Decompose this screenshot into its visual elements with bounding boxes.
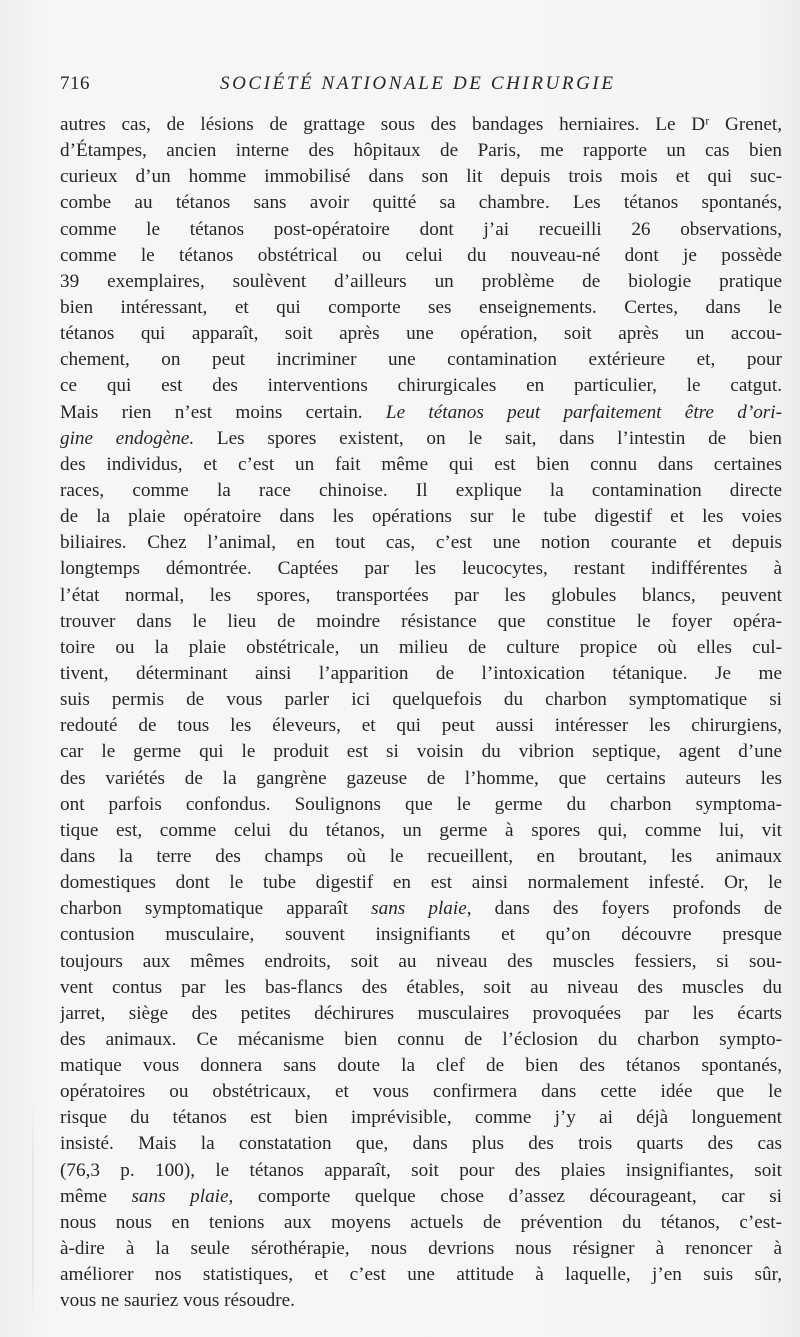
- page-header: [60, 70, 762, 98]
- text-line: tétanos qui apparaît, soit après une opération, soit après un accou-: [60, 323, 782, 345]
- text-line: toujours aux mêmes endroits, soit au niveau des muscles fessiers, si sou-: [60, 950, 782, 972]
- body-paragraph: [60, 112, 782, 1314]
- text-line: comme le tétanos obstétrical ou celui du nouveau-né dont je possède: [60, 244, 782, 266]
- text-line: gine endogène. Les spores existent, on le sait, dans l’intestin de bien: [60, 427, 782, 449]
- text-line: 39 exemplaires, soulèvent d’ailleurs un problème de biologie pratique: [60, 270, 782, 292]
- text-line: domestiques dont le tube digestif en est ainsi normalement infesté. Or, le: [60, 872, 782, 894]
- text-line: curieux d’un homme immobilisé dans son lit depuis trois mois et qui suc-: [60, 166, 782, 188]
- text-line: vous ne sauriez vous résoudre.: [60, 1290, 295, 1312]
- text-line: races, comme la race chinoise. Il explique la contamination directe: [60, 479, 782, 501]
- text-line: longtemps démontrée. Captées par les leucocytes, restant indifférentes à: [60, 558, 782, 580]
- text-line: des variétés de la gangrène gazeuse de l’homme, que certains auteurs les: [60, 767, 782, 789]
- text-line: vent contus par les bas-flancs des étables, soit au niveau des muscles du: [60, 976, 782, 998]
- page-number: 716: [60, 73, 90, 94]
- text-line: autres cas, de lésions de grattage sous des bandages herniaires. Le Dʳ Grenet,: [60, 114, 782, 135]
- text-line: améliorer nos statistiques, et c’est une attitude à laquelle, j’en suis sûr,: [60, 1264, 782, 1286]
- text-line: opératoires ou obstétricaux, et vous confirmera dans cette idée que le: [60, 1081, 782, 1103]
- italic-phrase: Le tétanos peut parfaitement être d’ori-: [385, 401, 782, 423]
- text-line: ont parfois confondus. Soulignons que le germe du charbon symptoma-: [60, 793, 782, 815]
- text-line: des animaux. Ce mécanisme bien connu de l’éclosion du charbon sympto-: [60, 1028, 782, 1050]
- italic-phrase: sans plaie: [371, 898, 467, 920]
- text-line: matique vous donnera sans doute la clef de bien des tétanos spontanés,: [60, 1055, 782, 1077]
- text-line: nous nous en tenions aux moyens actuels de prévention du tétanos, c’est-: [60, 1211, 782, 1233]
- text-line: suis permis de vous parler ici quelquefois du charbon symptomatique si: [60, 689, 782, 711]
- text-line: tique est, comme celui du tétanos, un germe à spores qui, comme lui, vit: [60, 819, 782, 841]
- text-line: biliaires. Chez l’animal, en tout cas, c’est une notion courante et depuis: [60, 532, 782, 554]
- text-line: de la plaie opératoire dans les opérations sur le tube digestif et les voies: [60, 506, 782, 528]
- text-line: redouté de tous les éleveurs, et qui peut aussi intéresser les chirurgiens,: [60, 715, 782, 737]
- text-line: tivent, déterminant ainsi l’apparition de l’intoxication tétanique. Je me: [60, 662, 782, 684]
- text-line: à-dire à la seule sérothérapie, nous devrions nous résigner à renoncer à: [60, 1238, 782, 1260]
- text-line: jarret, siège des petites déchirures musculaires provoquées par les écarts: [60, 1002, 782, 1024]
- text-line: chement, on peut incriminer une contamination extérieure et, pour: [60, 349, 782, 371]
- text-line: dans la terre des champs où le recueillent, en broutant, les animaux: [60, 845, 782, 867]
- text-line: contusion musculaire, souvent insignifiants et qu’on découvre presque: [60, 924, 782, 946]
- text-line: même sans plaie, comporte quelque chose d’assez décourageant, car si: [60, 1185, 782, 1207]
- text-line: risque du tétanos est bien imprévisible, comme j’y ai déjà longuement: [60, 1107, 782, 1129]
- text-line: car le germe qui le produit est si voisin du vibrion septique, agent d’une: [60, 741, 782, 763]
- running-head: SOCIÉTÉ NATIONALE DE CHIRURGIE: [220, 73, 616, 94]
- text-line: combe au tétanos sans avoir quitté sa chambre. Les tétanos spontanés,: [60, 192, 782, 214]
- text-line: (76,3 p. 100), le tétanos apparaît, soit pour des plaies insignifiantes, soit: [60, 1159, 782, 1181]
- text-line: charbon symptomatique apparaît sans plaie, dans des foyers profonds de: [60, 898, 782, 920]
- text-line: bien intéressant, et qui comporte ses enseignements. Certes, dans le: [60, 296, 782, 318]
- text-line: trouver dans le lieu de moindre résistance que constitue le foyer opéra-: [60, 610, 782, 632]
- text-line: d’Étampes, ancien interne des hôpitaux de Paris, me rapporte un cas bien: [60, 140, 782, 162]
- text-line: ce qui est des interventions chirurgicales en particulier, le catgut.: [60, 375, 782, 397]
- italic-phrase: sans plaie: [131, 1185, 229, 1207]
- italic-phrase: gine endogène.: [60, 427, 195, 449]
- margin-shadow: [32, 1100, 34, 1320]
- text-line: insisté. Mais la constatation que, dans plus des trois quarts des cas: [60, 1133, 782, 1155]
- text-line: Mais rien n’est moins certain. Le tétanos peut parfaitement être d’ori-: [60, 401, 782, 423]
- text-line: des individus, et c’est un fait même qui est bien connu dans certaines: [60, 453, 782, 475]
- text-line: toire ou la plaie obstétricale, un milieu de culture propice où elles cul-: [60, 636, 782, 658]
- text-line: comme le tétanos post-opératoire dont j’ai recueilli 26 observations,: [60, 218, 782, 240]
- text-line: l’état normal, les spores, transportées par les globules blancs, peuvent: [60, 584, 782, 606]
